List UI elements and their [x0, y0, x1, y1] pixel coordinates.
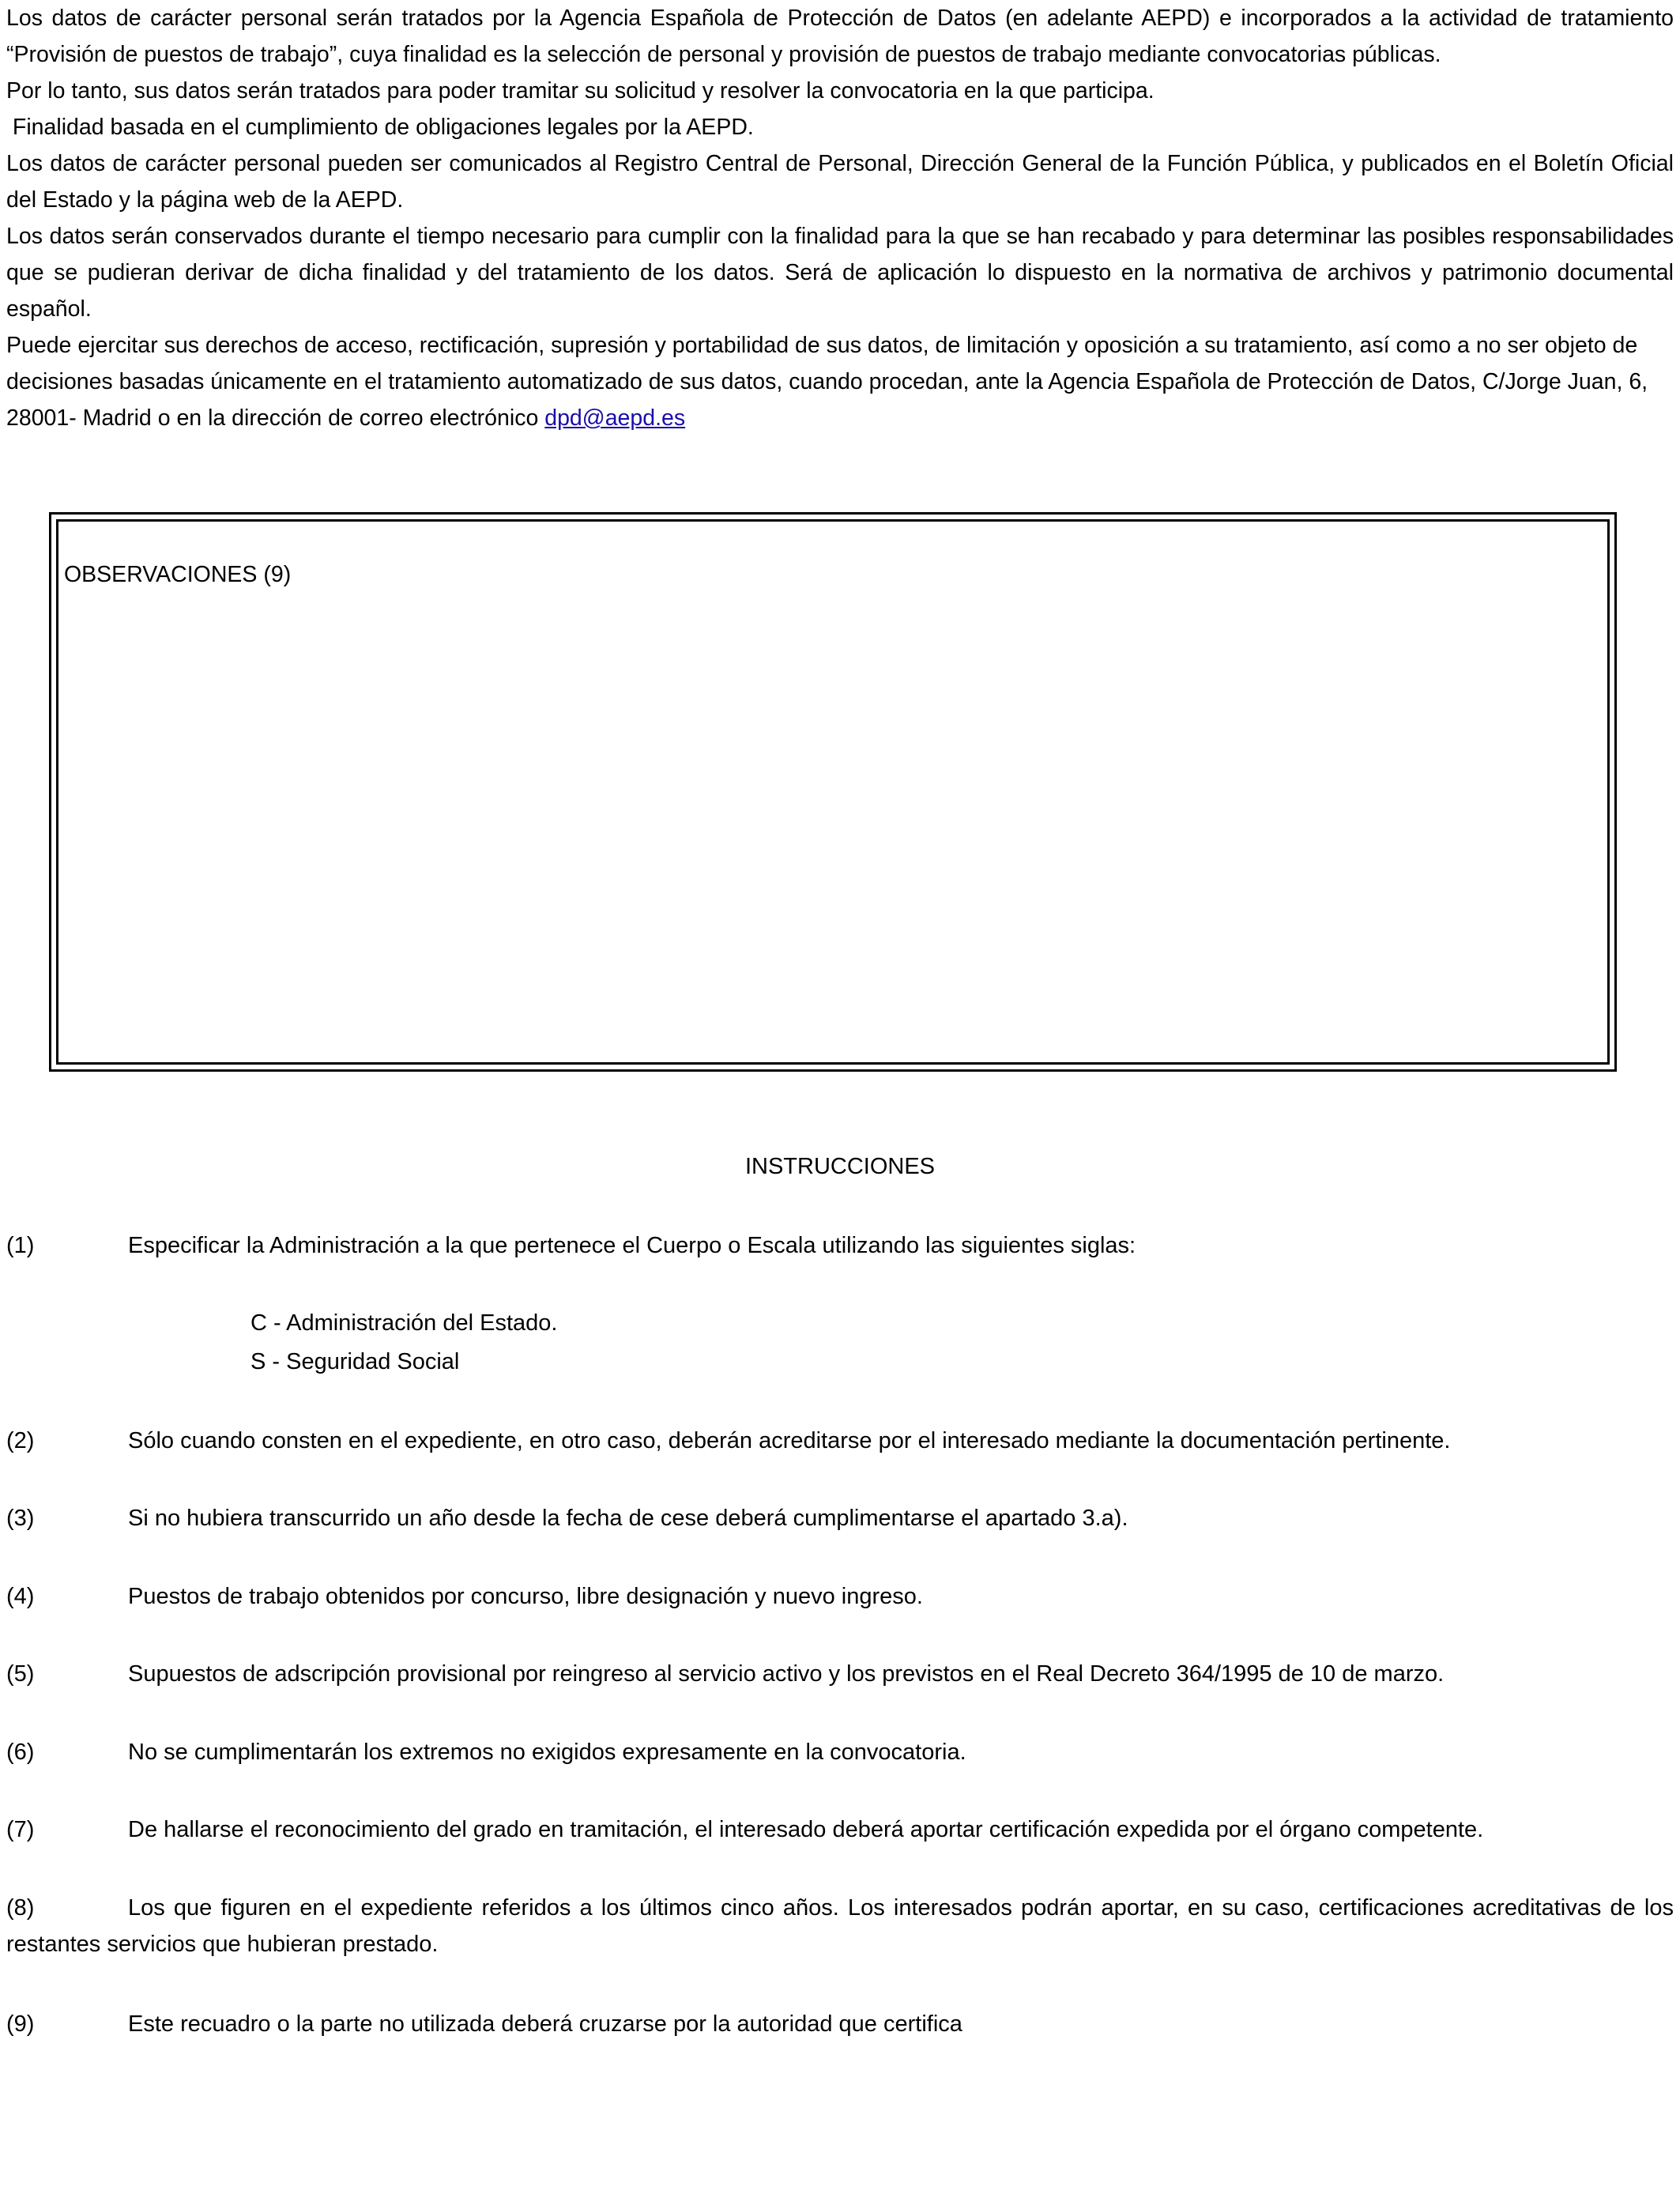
privacy-paragraph-4: Los datos de carácter personal pueden ser comunicados al Registro Central de Personal, Dirección General de la Función Pública, y publicados en el Boletín Oficial del Estado y la página web de la AEPD. [6, 151, 1674, 213]
instruction-text: Puestos de trabajo obtenidos por concurso, libre designación y nuevo ingreso. [128, 1584, 923, 1609]
privacy-paragraph-6 [6, 327, 1674, 436]
privacy-paragraph-6-text: Puede ejercitar sus derechos de acceso, rectificación, supresión y portabilidad de sus datos, de limitación y oposición a su tratamiento, así como a no ser objeto de decisiones basadas únicamente en el tratamiento automatizado de sus datos, cuando procedan, ante la Agencia Española de Protección de Datos, C/Jorge Juan, 6, 28001- Madrid o en la dirección de correo electrónico [6, 333, 1648, 431]
instruction-text: Sólo cuando consten en el expediente, en otro caso, deberán acreditarse por el interesado mediante la documentación pertinente. [128, 1428, 1451, 1453]
observaciones-inner-border [56, 519, 1610, 1065]
instruction-number: (2) [6, 1428, 35, 1453]
instruction-item-1 [6, 1227, 1674, 1264]
instruction-text: Si no hubiera transcurrido un año desde la fecha de cese deberá cumplimentarse el apartado 3.a). [128, 1506, 1128, 1531]
observaciones-label: OBSERVACIONES (9) [64, 562, 292, 587]
instruction-number: (5) [6, 1661, 35, 1687]
instruction-number: (7) [6, 1817, 35, 1842]
instruction-text: De hallarse el reconocimiento del grado en tramitación, el interesado deberá aportar certificación expedida por el órgano competente. [128, 1817, 1484, 1842]
observaciones-box [49, 512, 1617, 1072]
instruction-item-5 [6, 1656, 1674, 1692]
instruction-item-8 [6, 1890, 1674, 1962]
privacy-notice [6, 0, 1674, 436]
instruction-text: Supuestos de adscripción provisional por reingreso al servicio activo y los previstos en el Real Decreto 364/1995 de 10 de marzo. [128, 1661, 1445, 1687]
instruction-number: (1) [6, 1233, 35, 1258]
instruction-item-6 [6, 1734, 1674, 1770]
sigla-item-s: S - Seguridad Social [250, 1349, 460, 1374]
instruction-item-3 [6, 1500, 1674, 1536]
instruction-number: (3) [6, 1506, 35, 1531]
privacy-paragraph-3: Finalidad basada en el cumplimiento de obligaciones legales por la AEPD. [6, 115, 754, 140]
privacy-paragraph-2: Por lo tanto, sus datos serán tratados para poder tramitar su solicitud y resolver la convocatoria en la que participa. [6, 78, 1155, 104]
instruction-text: No se cumplimentarán los extremos no exigidos expresamente en la convocatoria. [128, 1740, 966, 1765]
instruction-text: Este recuadro o la parte no utilizada deberá cruzarse por la autoridad que certifica [128, 2011, 962, 2037]
instruction-text: Los que figuren en el expediente referidos a los últimos cinco años. Los interesados podrán aportar, en su caso, certificaciones acreditativas de los restantes servicios que hubieran prestado. [6, 1895, 1674, 1957]
instruction-item-7 [6, 1811, 1674, 1848]
instruction-number: (4) [6, 1584, 35, 1609]
instruction-text: Especificar la Administración a la que pertenece el Cuerpo o Escala utilizando las siguientes siglas: [128, 1233, 1136, 1258]
instruction-item-2 [6, 1423, 1674, 1459]
instruction-item-9 [6, 2006, 1674, 2042]
instruction-item-4 [6, 1578, 1674, 1615]
email-link[interactable]: dpd@aepd.es [544, 405, 686, 431]
privacy-paragraph-5: Los datos serán conservados durante el tiempo necesario para cumplir con la finalidad para la que se han recabado y para determinar las posibles responsabilidades que se pudieran derivar de dicha finalidad y del tratamiento de los datos. Será de aplicación lo dispuesto en la normativa de archivos y patrimonio documental español. [6, 224, 1674, 322]
instruction-number: (6) [6, 1740, 35, 1765]
instruction-number: (8) [6, 1895, 35, 1921]
privacy-paragraph-1: Los datos de carácter personal serán tratados por la Agencia Española de Protección de Datos (en adelante AEPD) e incorporados a la actividad de tratamiento “Provisión de puestos de trabajo”, cuya finalidad es la selección de personal y provisión de puestos de trabajo mediante convocatorias públicas. [6, 6, 1674, 67]
instruction-number: (9) [6, 2011, 35, 2037]
instructions-title: INSTRUCCIONES [744, 1154, 936, 1179]
sigla-item-c: C - Administración del Estado. [250, 1310, 558, 1336]
